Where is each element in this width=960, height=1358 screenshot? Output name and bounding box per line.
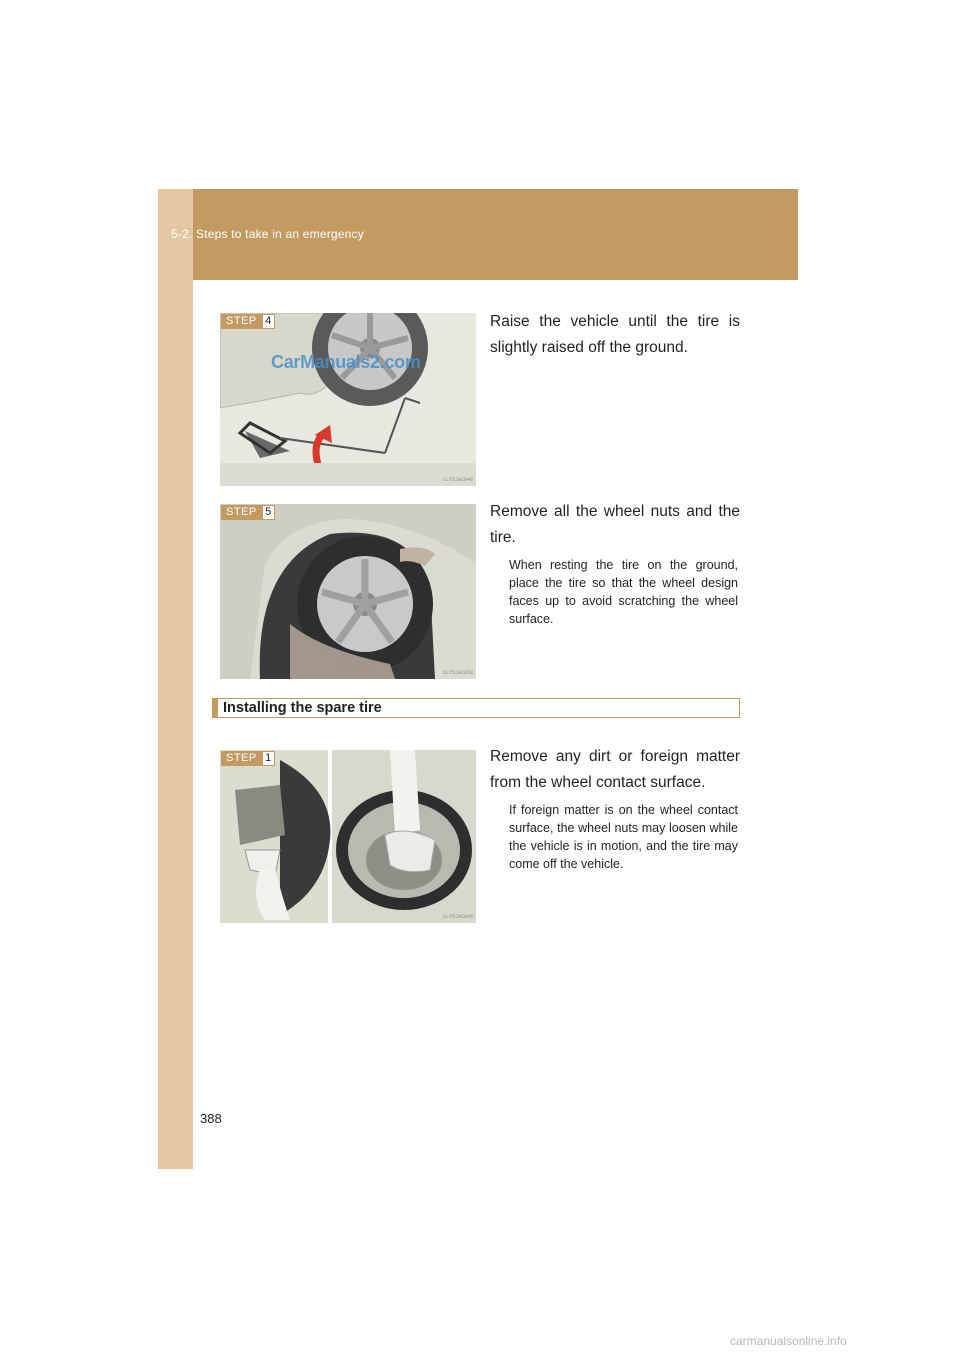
step4-illustration xyxy=(220,313,476,486)
section-header: 5-2. Steps to take in an emergency xyxy=(171,227,364,241)
section-heading-bar xyxy=(212,698,740,718)
step5-illustration xyxy=(220,504,476,679)
step-word: STEP xyxy=(221,505,262,520)
step-number: 5 xyxy=(262,505,275,520)
step-badge xyxy=(221,751,275,766)
image-code: CLY5JAC050 xyxy=(442,670,473,676)
step1-illustration xyxy=(220,750,476,923)
wheel-removal-illustration xyxy=(220,504,476,679)
image-code: CLY5JAC046 xyxy=(442,477,473,483)
step-badge xyxy=(221,314,275,329)
step-word: STEP xyxy=(221,314,262,329)
step4-instruction: Raise the vehicle until the tire is slightly raised off the ground. xyxy=(490,313,740,356)
image-code: CLY5JAC045 xyxy=(442,914,473,920)
step-word: STEP xyxy=(221,751,262,766)
footer-watermark: carmanualsonline.info xyxy=(730,1334,847,1348)
step5-instruction: Remove all the wheel nuts and the tire. xyxy=(490,503,740,546)
wheel-cleaning-illustration xyxy=(220,750,476,923)
image-watermark: CarManuals2.com xyxy=(271,352,421,372)
section-title: Installing the spare tire xyxy=(223,700,382,716)
step1-instruction: Remove any dirt or foreign matter from the wheel contact surface. xyxy=(490,748,740,791)
page-number: 388 xyxy=(200,1111,222,1126)
step5-note: When resting the tire on the ground, place the tire so that the wheel design faces up to avoid scratching the wheel surface. xyxy=(509,558,738,626)
step-badge xyxy=(221,505,275,520)
step-number: 1 xyxy=(262,751,275,766)
step-number: 4 xyxy=(262,314,275,329)
step1-note: If foreign matter is on the wheel contact surface, the wheel nuts may loosen while the vehicle is in motion, and the tire may come off the vehicle. xyxy=(509,803,738,871)
jack-illustration xyxy=(220,313,476,486)
side-strip xyxy=(158,189,193,1169)
